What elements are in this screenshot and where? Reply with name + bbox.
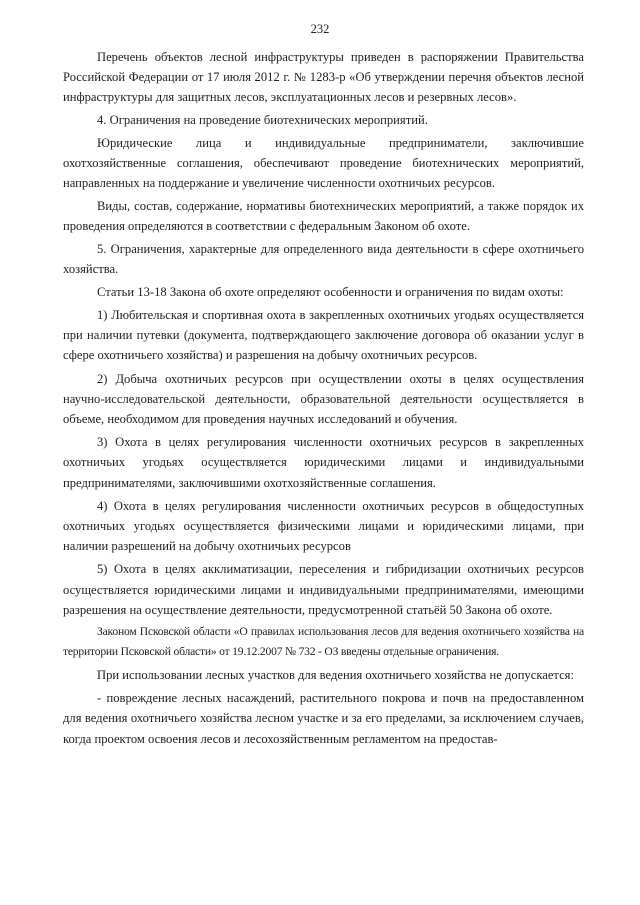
paragraph-biotechnical-norms: Виды, состав, содержание, нормативы биотехнических мероприятий, а также порядок их проведения определяются в соответствии с федеральным Законом об охоте.: [63, 198, 584, 234]
paragraph-legal-entities: Юридические лица и индивидуальные предприниматели, заключившие охотхозяйственные соглашения, обеспечивают проведение биотехнических мероприятий, направленных на поддержание и увеличение численности охотничьих ресурсов.: [63, 135, 584, 191]
list-item-4: 4) Охота в целях регулирования численности охотничьих ресурсов в общедоступных охотничьих угодьях осуществляется физическими лицами и юридическими лицами, при наличии разрешений на добычу охотничьих ресурсов: [63, 498, 584, 554]
list-item-2: 2) Добыча охотничьих ресурсов при осуществлении охоты в целях осуществления научно-исследовательской деятельности, образовательной деятельности осуществляется в объеме, необходимом для проведения научных исследований и обучения.: [63, 371, 584, 426]
paragraph-articles-13-18: Статьи 13-18 Закона об охоте определяют особенности и ограничения по видам охоты:: [97, 284, 564, 299]
heading-activity-restrictions: 5. Ограничения, характерные для определенного вида деятельности в сфере охотничьего хозяйства.: [63, 241, 584, 277]
paragraph-damage-prohibition: - повреждение лесных насаждений, растительного покрова и почв на предоставленном для ведения охотничьего хозяйства лесном участке и за его пределами, за исключением случаев, когда проектом освоения лесов и лесохозяйственным регламентом на предостав-: [63, 691, 584, 746]
list-item-1: 1) Любительская и спортивная охота в закрепленных охотничьих угодьях осуществляется при наличии путевки (документа, подтверждающего заключение договора об оказании услуг в сфере охотничьего хозяйства) и разрешения на добычу охотничьих ресурсов.: [63, 307, 584, 363]
list-item-3: 3) Охота в целях регулирования численности охотничьих ресурсов в закрепленных охотничьих угодьях осуществляется юридическими лицами и индивидуальными предпринимателями, заключившими охотхозяйственные соглашения.: [63, 435, 584, 490]
list-item-5: 5) Охота в целях акклиматизации, переселения и гибридизации охотничьих ресурсов осуществляется юридическими лицами и индивидуальными предпринимателями, имеющими разрешения на осуществление деятельности, предусмотренной статьёй 50 Закона об охоте.: [63, 562, 584, 617]
document-body: [63, 47, 584, 751]
paragraph-pskov-law: Законом Псковской области «О правилах использования лесов для ведения охотничьего хозяйства на территории Псковской области» от 19.12.2007 № 732 - ОЗ введены отдельные ограничения.: [63, 625, 584, 658]
heading-biotechnical-restrictions: 4. Ограничения на проведение биотехнических мероприятий.: [97, 113, 428, 128]
paragraph-forest-infrastructure: Перечень объектов лесной инфраструктуры приведен в распоряжении Правительства Российской Федерации от 17 июля 2012 г. № 1283-р «Об утверждении перечня объектов лесной инфраструктуры для защитных лесов, эксплуатационных лесов и резервных лесов».: [63, 50, 584, 105]
paragraph-not-allowed: При использовании лесных участков для ведения охотничьего хозяйства не допускается:: [97, 668, 574, 683]
page-number: 232: [310, 22, 330, 36]
